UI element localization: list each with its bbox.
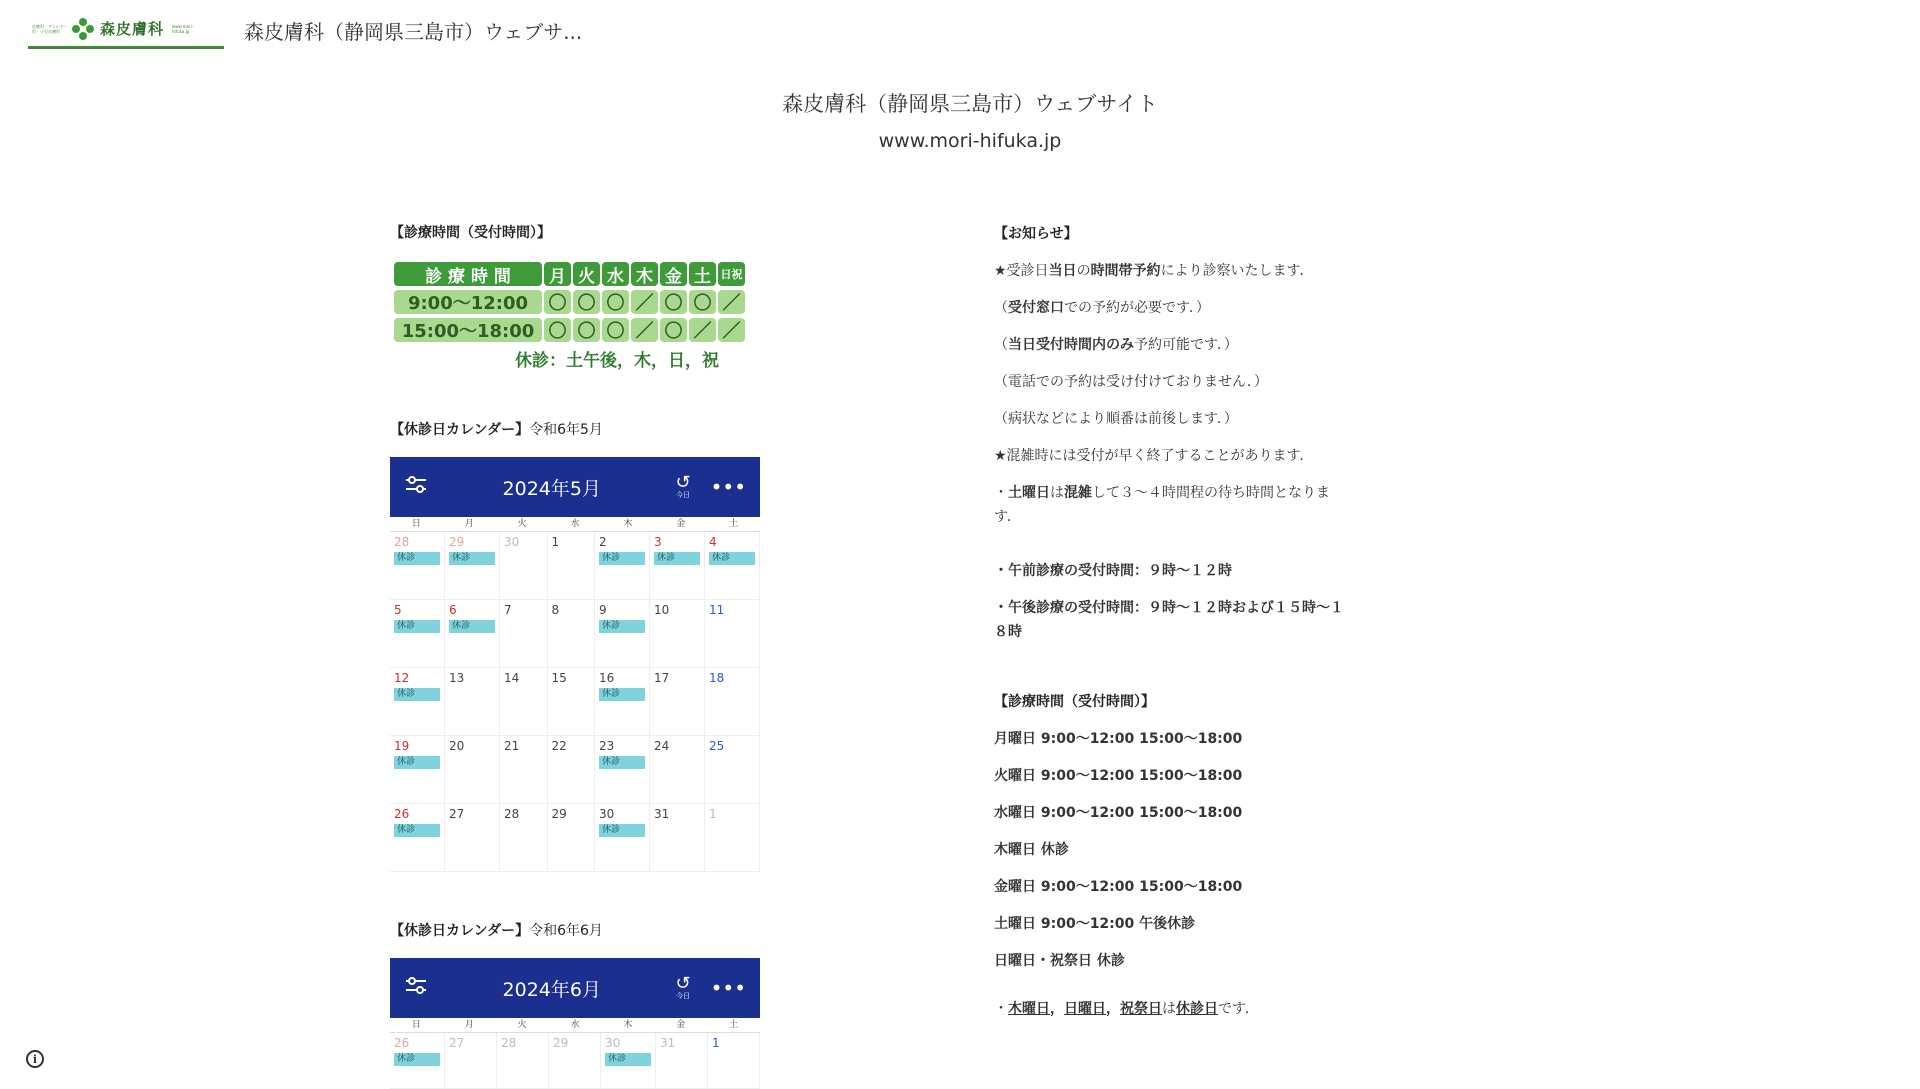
closed-day-tag: 休診 <box>599 688 645 701</box>
calendar-day[interactable] <box>595 668 650 736</box>
calendar-day[interactable] <box>500 600 548 668</box>
hours-list-item: 金曜日 9:00～12:00 15:00～18:00 <box>994 879 1243 895</box>
day-number: 26 <box>394 807 410 821</box>
day-of-week-label: 水 <box>570 1020 580 1030</box>
calendar-day[interactable] <box>445 600 500 668</box>
day-number: 9 <box>599 603 607 617</box>
notice-line: （当日受付時間内のみ予約可能です．） <box>994 337 1238 353</box>
logo-name: 森皮膚科 <box>100 20 165 38</box>
calendar-day[interactable] <box>390 804 445 872</box>
closed-day-tag: 休診 <box>449 620 495 633</box>
day-of-week-label: 日 <box>411 519 421 529</box>
day-number: 1 <box>709 807 717 821</box>
day-of-week-label: 月 <box>464 1020 474 1030</box>
hours-mark: ／ <box>718 290 745 314</box>
calendar-day[interactable] <box>445 668 500 736</box>
page-title: 森皮膚科（静岡県三島市）ウェブサイト <box>782 92 1158 116</box>
notice-line: （受付窓口での予約が必要です．） <box>994 300 1210 316</box>
calendar-day[interactable] <box>708 1033 760 1089</box>
day-number: 28 <box>504 807 520 821</box>
closed-day-tag: 休診 <box>599 552 645 565</box>
calendar-day[interactable] <box>548 668 596 736</box>
notice-line: ・土曜日は混雑して３～４時間程の待ち時間となります． <box>994 485 1330 525</box>
closed-day-tag: 休診 <box>449 552 495 565</box>
calendar-header <box>390 958 760 1018</box>
calendar-title: 2024年5月 <box>502 477 601 500</box>
calendar-day[interactable] <box>656 1033 708 1089</box>
hours-head-sat: 土 <box>689 262 716 286</box>
hours-mark: 〇 <box>573 290 600 314</box>
calendar-heading-month: 令和6年5月 <box>529 422 603 438</box>
calendar-day[interactable] <box>650 668 705 736</box>
day-number: 1 <box>712 1036 720 1050</box>
calendar-day[interactable] <box>595 736 650 804</box>
more-icon[interactable]: ••• <box>710 475 746 499</box>
calendar-heading-label: 【休診日カレンダー】 <box>390 422 530 438</box>
hours-head-mon: 月 <box>544 262 571 286</box>
today-icon[interactable]: ↺ 今日 <box>675 472 691 499</box>
calendar-day[interactable] <box>497 1033 549 1089</box>
calendar-day[interactable] <box>650 804 705 872</box>
calendar-day[interactable] <box>595 600 650 668</box>
day-number: 18 <box>709 671 725 685</box>
hours-mark: 〇 <box>660 290 687 314</box>
calendar-day[interactable] <box>705 804 760 872</box>
day-of-week-label: 金 <box>676 519 686 529</box>
hours-mark: 〇 <box>689 290 716 314</box>
hours-mark: ／ <box>689 318 716 342</box>
calendar-day[interactable] <box>595 532 650 600</box>
hours-mark: 〇 <box>544 318 571 342</box>
clover-icon <box>72 18 94 40</box>
calendar-june <box>390 958 760 1089</box>
logo-url-text: www.mori-hifuka.jp <box>172 23 194 34</box>
closed-day-tag: 休診 <box>605 1053 651 1066</box>
closed-days-line: ・木曜日，日曜日，祝祭日は休診日です． <box>994 1001 1259 1017</box>
day-number: 17 <box>654 671 670 685</box>
calendar-day[interactable] <box>500 532 548 600</box>
hours-head-tue: 火 <box>573 262 600 286</box>
closed-day-tag: 休診 <box>394 552 440 565</box>
calendar-day[interactable] <box>548 532 596 600</box>
hours-row-afternoon <box>394 318 780 342</box>
day-number: 25 <box>709 739 725 753</box>
day-number: 30 <box>605 1036 621 1050</box>
day-number: 31 <box>660 1036 676 1050</box>
calendar-day[interactable] <box>705 668 760 736</box>
calendar-day[interactable] <box>601 1033 656 1089</box>
day-number: 29 <box>449 535 465 549</box>
site-header <box>28 10 582 50</box>
hours-head-fri: 金 <box>660 262 687 286</box>
day-number: 30 <box>599 807 615 821</box>
hours-table-head <box>394 262 780 286</box>
logo-subtext: 皮膚科・アレルギー科・小児皮膚科 <box>32 23 68 34</box>
calendar-day[interactable] <box>390 668 445 736</box>
day-of-week-label: 金 <box>676 1020 686 1030</box>
page-url: www.mori-hifuka.jp <box>878 130 1062 152</box>
calendar-title: 2024年6月 <box>502 978 601 1001</box>
notice-line: ・午前診療の受付時間：９時～１２時 <box>994 563 1232 579</box>
day-number: 20 <box>449 739 465 753</box>
day-of-week-label: 木 <box>623 519 633 529</box>
day-of-week-label: 水 <box>570 519 580 529</box>
filter-settings-icon[interactable] <box>404 976 428 1001</box>
calendar-day[interactable] <box>445 532 500 600</box>
calendar-day[interactable] <box>390 736 445 804</box>
right-column <box>994 222 1354 1021</box>
day-of-week-label: 月 <box>464 519 474 529</box>
left-column <box>390 222 780 1089</box>
calendar-day[interactable] <box>548 736 596 804</box>
hours-heading: 【診療時間（受付時間）】 <box>390 225 551 241</box>
notice-line: ★受診日当日の時間帯予約により診察いたします． <box>994 263 1314 279</box>
day-number: 14 <box>504 671 520 685</box>
closed-day-tag: 休診 <box>599 620 645 633</box>
calendar-grid <box>390 1033 760 1089</box>
calendar-day[interactable] <box>650 532 705 600</box>
calendar-day[interactable] <box>445 1033 497 1089</box>
day-number: 10 <box>654 603 670 617</box>
calendar-may <box>390 457 760 872</box>
calendar-heading-month: 令和6年6月 <box>529 923 603 939</box>
info-icon[interactable]: i <box>26 1050 44 1068</box>
day-number: 21 <box>504 739 520 753</box>
hours-list-item: 日曜日・祝祭日 休診 <box>994 953 1125 969</box>
day-number: 12 <box>394 671 410 685</box>
calendar-day[interactable] <box>549 1033 601 1089</box>
hours-head-wed: 水 <box>602 262 629 286</box>
closed-day-tag: 休診 <box>394 688 440 701</box>
day-number: 28 <box>501 1036 517 1050</box>
day-number: 28 <box>394 535 410 549</box>
hours-time: 9:00〜12:00 <box>394 290 542 314</box>
hours-mark: 〇 <box>660 318 687 342</box>
more-icon[interactable]: ••• <box>710 976 746 1000</box>
clinic-logo[interactable] <box>28 11 224 49</box>
day-of-week-label: 火 <box>517 519 527 529</box>
today-label: 今日 <box>676 992 691 1000</box>
day-number: 27 <box>449 807 465 821</box>
filter-settings-icon[interactable] <box>404 475 428 500</box>
day-of-week-label: 土 <box>729 1020 739 1030</box>
calendar-day[interactable] <box>595 804 650 872</box>
hours-mark: 〇 <box>544 290 571 314</box>
calendar-day[interactable] <box>500 736 548 804</box>
may-calendar-heading <box>390 419 780 439</box>
calendar-day[interactable] <box>390 1033 445 1089</box>
closed-note: 休診：土午後，木，日，祝 <box>515 351 719 371</box>
day-of-week-label: 日 <box>411 1020 421 1030</box>
day-number: 26 <box>394 1036 410 1050</box>
hours-mark: ／ <box>718 318 745 342</box>
closed-day-tag: 休診 <box>709 552 755 565</box>
day-number: 19 <box>394 739 410 753</box>
hours-mark: 〇 <box>573 318 600 342</box>
day-number: 24 <box>654 739 670 753</box>
closed-day-tag: 休診 <box>394 824 440 837</box>
day-number: 7 <box>504 603 512 617</box>
day-number: 29 <box>553 1036 569 1050</box>
calendar-day[interactable] <box>445 736 500 804</box>
hours-head-label: 診 療 時 間 <box>394 262 542 286</box>
day-number: 2 <box>599 535 607 549</box>
calendar-day[interactable] <box>705 600 760 668</box>
day-number: 13 <box>449 671 465 685</box>
site-title[interactable]: 森皮膚科（静岡県三島市）ウェブサ... <box>244 19 583 44</box>
hours-mark: 〇 <box>602 290 629 314</box>
day-of-week-label: 土 <box>729 519 739 529</box>
day-number: 6 <box>449 603 457 617</box>
day-of-week-label: 木 <box>623 1020 633 1030</box>
hours-list <box>994 727 1354 973</box>
closed-day-tag: 休診 <box>394 756 440 769</box>
notice-line: （電話での予約は受け付けておりません．） <box>994 374 1268 390</box>
calendar-header <box>390 457 760 517</box>
hours-mark: 〇 <box>602 318 629 342</box>
closed-day-tag: 休診 <box>394 1053 440 1066</box>
day-number: 16 <box>599 671 615 685</box>
closed-day-tag: 休診 <box>394 620 440 633</box>
day-number: 22 <box>551 739 567 753</box>
hours-list-heading: 【診療時間（受付時間）】 <box>994 694 1155 710</box>
closed-day-tag: 休診 <box>599 756 645 769</box>
calendar-day[interactable] <box>705 736 760 804</box>
hours-mark: ／ <box>631 290 658 314</box>
hours-list-item: 水曜日 9:00～12:00 15:00～18:00 <box>994 805 1243 821</box>
day-number: 31 <box>654 807 670 821</box>
closed-day-tag: 休診 <box>599 824 645 837</box>
day-number: 30 <box>504 535 520 549</box>
hours-list-item: 木曜日 休診 <box>994 842 1069 858</box>
day-number: 4 <box>709 535 717 549</box>
day-number: 3 <box>654 535 662 549</box>
closed-day-tag: 休診 <box>654 552 700 565</box>
calendar-day[interactable] <box>548 804 596 872</box>
calendar-day[interactable] <box>390 532 445 600</box>
notice-heading: 【お知らせ】 <box>994 226 1078 242</box>
calendar-day[interactable] <box>650 600 705 668</box>
hours-row-morning <box>394 290 780 314</box>
day-number: 27 <box>449 1036 465 1050</box>
hours-table <box>394 262 780 371</box>
today-icon[interactable]: ↺ 今日 <box>675 973 691 1000</box>
day-number: 11 <box>709 603 725 617</box>
calendar-heading-label: 【休診日カレンダー】 <box>390 923 530 939</box>
hours-time: 15:00〜18:00 <box>394 318 542 342</box>
day-number: 1 <box>551 535 560 549</box>
today-label: 今日 <box>676 491 691 499</box>
june-calendar-heading <box>390 920 780 940</box>
calendar-day[interactable] <box>705 532 760 600</box>
calendar-day[interactable] <box>390 600 445 668</box>
day-number: 5 <box>394 603 402 617</box>
calendar-day[interactable] <box>500 804 548 872</box>
day-number: 8 <box>551 603 560 617</box>
notice-line: （病状などにより順番は前後します．） <box>994 411 1238 427</box>
notice-line: ・午後診療の受付時間：９時～１２時および１５時～１８時 <box>994 600 1344 640</box>
day-of-week-row <box>390 1018 760 1033</box>
hours-list-item: 火曜日 9:00～12:00 15:00～18:00 <box>994 768 1243 784</box>
day-number: 29 <box>551 807 567 821</box>
calendar-grid <box>390 532 760 872</box>
hours-list-item: 土曜日 9:00～12:00 午後休診 <box>994 916 1196 932</box>
hours-head-sunhol: 日祝 <box>718 262 745 286</box>
notice-line: ★混雑時には受付が早く終了することがあります． <box>994 448 1314 464</box>
hours-head-thu: 木 <box>631 262 658 286</box>
day-number: 23 <box>599 739 615 753</box>
day-of-week-row <box>390 517 760 532</box>
hours-list-item: 月曜日 9:00～12:00 15:00～18:00 <box>994 731 1243 747</box>
calendar-day[interactable] <box>548 600 596 668</box>
calendar-day[interactable] <box>650 736 705 804</box>
calendar-day[interactable] <box>445 804 500 872</box>
calendar-day[interactable] <box>500 668 548 736</box>
day-of-week-label: 火 <box>517 1020 527 1030</box>
day-number: 15 <box>551 671 567 685</box>
hours-mark: ／ <box>631 318 658 342</box>
